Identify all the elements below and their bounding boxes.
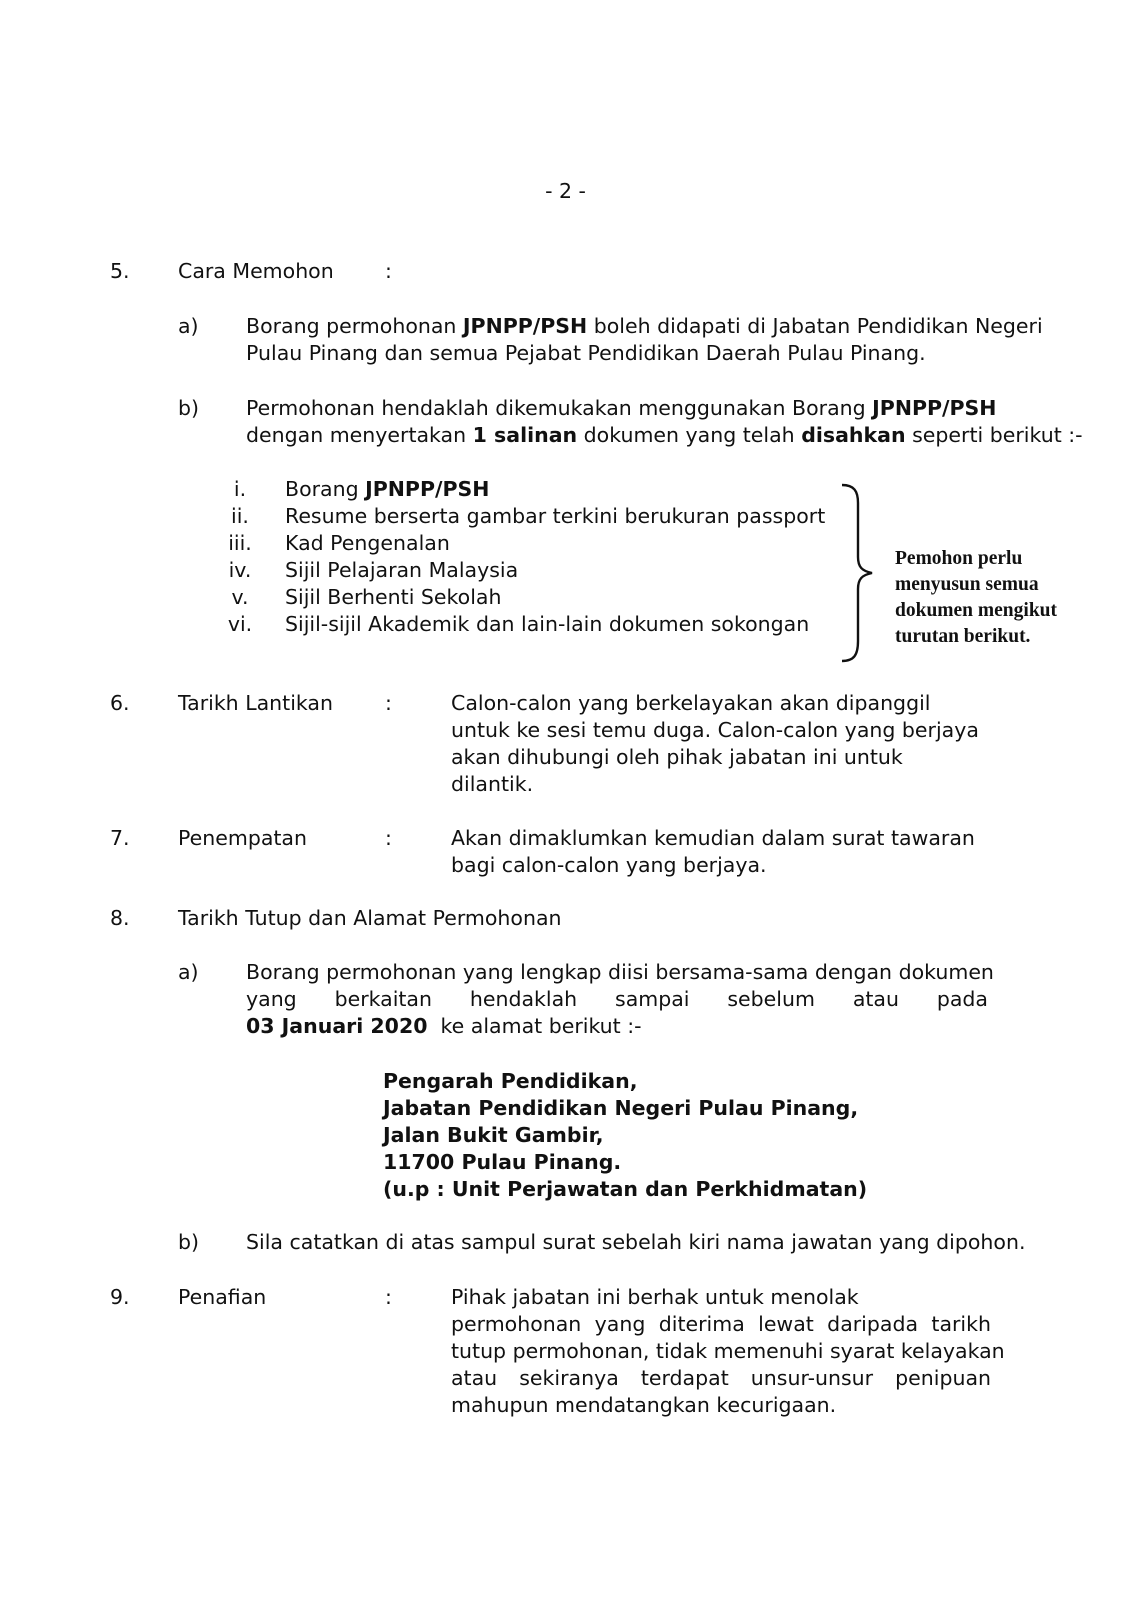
section-8b-label: b) [178,1230,200,1254]
section-5-title: Cara Memohon [178,259,334,283]
section-9-title: Penafian [178,1285,267,1309]
list-item-number: i. [233,477,247,501]
section-6-line: untuk ke sesi temu duga. Calon-calon yang berjaya [451,718,979,742]
list-item-number: vi. [227,612,253,636]
section-9-line: atau sekiranya terdapat unsur-unsur penipuan [451,1366,991,1390]
section-5b-label: b) [178,396,200,420]
list-item-text: Sijil-sijil Akademik dan lain-lain dokumen sokongan [285,612,810,636]
section-9-body [451,1284,1005,1419]
section-9-line: Pihak jabatan ini berhak untuk menolak [451,1285,859,1309]
section-5-colon: : [385,259,392,283]
section-9-line: permohonan yang diterima lewat daripada tarikh [451,1312,991,1336]
list-item-number: ii. [231,504,249,528]
list-item-text: Kad Pengenalan [285,531,450,555]
note-line: menyusun semua [895,574,1039,595]
list-item-text: Sijil Pelajaran Malaysia [285,558,519,582]
list-item [220,503,825,530]
certified-word: disahkan [801,423,906,447]
list-item-bold: JPNPP/PSH [365,477,490,501]
note-line: turutan berikut. [895,626,1031,647]
address-line: 11700 Pulau Pinang. [383,1150,622,1174]
arrangement-note [895,546,1057,650]
address-line: Jabatan Pendidikan Negeri Pulau Pinang, [383,1096,859,1120]
section-6-colon: : [385,691,392,715]
section-5a-line-1 [246,313,1043,340]
section-7-line: Akan dimaklumkan kemudian dalam surat tawaran [451,826,975,850]
section-5b-line-1 [246,395,996,422]
section-5b-text: dengan menyertakan [246,423,473,447]
section-6-line: dilantik. [451,772,534,796]
section-5b-line-2 [246,422,1083,449]
list-item [220,584,825,611]
section-5-number: 5. [110,259,130,283]
note-line: Pemohon perlu [895,548,1023,569]
list-item-number: v. [231,585,249,609]
list-item-number: iii. [228,531,252,555]
list-item-text: Resume berserta gambar terkini berukuran passport [285,504,826,528]
section-5a-line-2: Pulau Pinang dan semua Pejabat Pendidikan Daerah Pulau Pinang. [246,341,926,365]
section-8a-line-1: Borang permohonan yang lengkap diisi bersama-sama dengan dokumen [246,960,994,984]
section-6-number: 6. [110,691,130,715]
section-7-colon: : [385,826,392,850]
section-7-line: bagi calon-calon yang berjaya. [451,853,767,877]
address-line: Jalan Bukit Gambir, [383,1123,604,1147]
form-code: JPNPP/PSH [872,396,997,420]
section-8b-text: Sila catatkan di atas sampul surat sebelah kiri nama jawatan yang dipohon. [246,1230,1026,1254]
section-5a-text: Borang permohonan [246,314,463,338]
section-9-line: tutup permohonan, tidak memenuhi syarat kelayakan [451,1339,1005,1363]
section-9-number: 9. [110,1285,130,1309]
section-8-title: Tarikh Tutup dan Alamat Permohonan [178,906,562,930]
section-8a-label: a) [178,960,199,984]
list-item-text: Borang [285,477,366,501]
list-item [220,611,825,638]
curly-brace-icon [838,483,878,663]
section-5b-text: seperti berikut :- [905,423,1083,447]
closing-date: 03 Januari 2020 [246,1014,428,1038]
section-6-line: Calon-calon yang berkelayakan akan dipanggil [451,691,931,715]
section-7-title: Penempatan [178,826,307,850]
copies-count: 1 salinan [472,423,578,447]
note-line: dokumen mengikut [895,600,1057,621]
list-item [220,476,825,503]
list-item [220,557,825,584]
form-code: JPNPP/PSH [462,314,588,338]
section-5b-text: Permohonan hendaklah dikemukakan menggunakan Borang [246,396,873,420]
section-5a-label: a) [178,314,199,338]
section-9-colon: : [385,1285,392,1309]
section-6-line: akan dihubungi oleh pihak jabatan ini untuk [451,745,903,769]
page-number: - 2 - [545,179,586,203]
list-item-text: Sijil Berhenti Sekolah [285,585,502,609]
address-line: (u.p : Unit Perjawatan dan Perkhidmatan) [383,1177,868,1201]
section-8a-text: ke alamat berikut :- [427,1014,642,1038]
list-item [220,530,825,557]
section-5a-text: boleh didapati di Jabatan Pendidikan Negeri [587,314,1043,338]
section-6-title: Tarikh Lantikan [178,691,333,715]
list-item-number: iv. [228,558,252,582]
section-8-number: 8. [110,906,130,930]
mailing-address [383,1068,867,1203]
address-line: Pengarah Pendidikan, [383,1069,638,1093]
section-8a-line-3 [246,1013,642,1040]
section-5b-text: dokumen yang telah [577,423,802,447]
section-8a-line-2: yang berkaitan hendaklah sampai sebelum atau pada [246,987,988,1011]
section-7-number: 7. [110,826,130,850]
section-9-line: mahupun mendatangkan kecurigaan. [451,1393,837,1417]
section-6-body [451,690,979,798]
section-7-body [451,825,975,879]
document-list [220,476,825,638]
